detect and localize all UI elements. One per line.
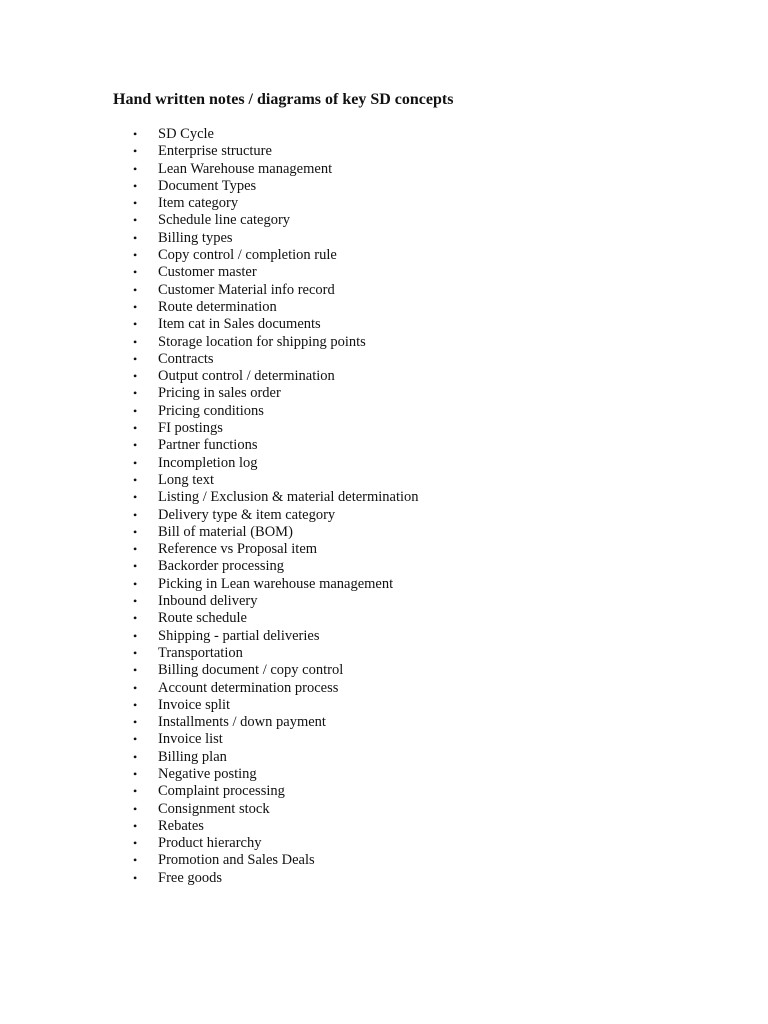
bullet-icon: •	[133, 144, 138, 159]
list-item-label: Schedule line category	[158, 212, 291, 229]
bullet-icon: •	[133, 784, 138, 799]
list-item-label: Delivery type & item category	[158, 506, 336, 523]
bullet-icon: •	[133, 611, 138, 626]
bullet-icon: •	[133, 594, 138, 609]
bullet-icon: •	[133, 472, 138, 487]
bullet-icon: •	[133, 559, 138, 574]
list-item-label: Enterprise structure	[158, 143, 272, 160]
list-item-label: Negative posting	[158, 765, 257, 782]
bullet-icon: •	[133, 697, 138, 712]
list-item-label: Route determination	[158, 298, 277, 315]
bullet-icon: •	[133, 663, 138, 678]
bullet-icon: •	[133, 421, 138, 436]
list-item-label: Document Types	[158, 177, 257, 194]
bullet-icon: •	[133, 680, 138, 695]
list-item-label: SD Cycle	[158, 126, 214, 142]
bullet-icon: •	[133, 230, 138, 245]
bullet-icon: •	[133, 265, 138, 280]
bullet-icon: •	[133, 818, 138, 833]
bullet-icon: •	[133, 161, 138, 176]
list-item-label: Pricing conditions	[158, 402, 264, 419]
list-item-label: Shipping - partial deliveries	[158, 627, 320, 644]
list-item-label: Customer master	[158, 264, 257, 281]
list-item-label: Item cat in Sales documents	[158, 316, 321, 333]
list-item-label: Billing plan	[158, 748, 227, 765]
list-item-label: Billing types	[158, 229, 233, 246]
bullet-icon: •	[133, 248, 138, 263]
list-item-label: Contracts	[158, 350, 214, 367]
bullet-icon: •	[133, 455, 138, 470]
list-item-label: Free goods	[158, 869, 223, 886]
bullet-icon: •	[133, 766, 138, 781]
list-item-label: Lean Warehouse management	[158, 160, 333, 177]
list-item-label: Output control / determination	[158, 368, 335, 385]
list-item-label: Promotion and Sales Deals	[158, 852, 315, 869]
bullet-icon: •	[133, 732, 138, 747]
bullet-icon: •	[133, 196, 138, 211]
list-item-label: Listing / Exclusion & material determination	[158, 489, 419, 506]
bullet-icon: •	[133, 490, 138, 505]
bullet-icon: •	[133, 507, 138, 522]
list-item-label: Long text	[158, 471, 214, 488]
bullet-icon: •	[133, 386, 138, 401]
bullet-icon: •	[133, 282, 138, 297]
list-item-label: Account determination process	[158, 679, 339, 696]
list-item-label: Pricing in sales order	[158, 385, 281, 402]
bullet-icon: •	[133, 299, 138, 314]
bullet-icon: •	[133, 801, 138, 816]
list-item-label: Bill of material (BOM)	[158, 523, 293, 540]
list-item-label: Rebates	[158, 817, 204, 834]
list-item-label: Item category	[158, 195, 239, 212]
bullet-icon: •	[133, 645, 138, 660]
list-item-label: Copy control / completion rule	[158, 247, 337, 264]
bullet-icon: •	[133, 576, 138, 591]
bullet-icon: •	[133, 317, 138, 332]
list-item-label: Consignment stock	[158, 800, 270, 817]
list-item-label: Invoice list	[158, 731, 223, 748]
list-item-label: Customer Material info record	[158, 281, 335, 298]
list-item-label: Inbound delivery	[158, 593, 258, 610]
list-item-label: Incompletion log	[158, 454, 258, 471]
bullet-icon: •	[133, 749, 138, 764]
bullet-icon: •	[133, 334, 138, 349]
bullet-icon: •	[133, 213, 138, 228]
bullet-icon: •	[133, 351, 138, 366]
bullet-icon: •	[133, 836, 138, 851]
list-item-label: Product hierarchy	[158, 835, 262, 852]
bullet-icon: •	[133, 524, 138, 539]
list-item-label: FI postings	[158, 420, 223, 437]
bullet-icon: •	[133, 715, 138, 730]
bullet-icon: •	[133, 403, 138, 418]
list-item-label: Backorder processing	[158, 558, 285, 575]
bullet-icon: •	[133, 369, 138, 384]
list-item-label: Route schedule	[158, 610, 247, 627]
list-item-label: Storage location for shipping points	[158, 333, 366, 350]
list-item-label: Complaint processing	[158, 783, 285, 800]
list-item-label: Installments / down payment	[158, 714, 326, 731]
list-item-label: Partner functions	[158, 437, 258, 454]
bullet-icon: •	[133, 628, 138, 643]
bullet-icon: •	[133, 178, 138, 193]
bullet-icon: •	[133, 438, 138, 453]
bullet-icon: •	[133, 127, 138, 141]
list-item-label: Billing document / copy control	[158, 662, 344, 679]
list-item-label: Transportation	[158, 644, 243, 661]
bullet-icon: •	[133, 542, 138, 557]
list-item-label: Invoice split	[158, 696, 231, 713]
bullet-icon: •	[133, 853, 138, 868]
list-item-label: Reference vs Proposal item	[158, 541, 318, 558]
bullet-icon: •	[133, 870, 138, 885]
document-title: Hand written notes / diagrams of key SD concepts	[113, 91, 454, 108]
list-item-label: Picking in Lean warehouse management	[158, 575, 394, 592]
